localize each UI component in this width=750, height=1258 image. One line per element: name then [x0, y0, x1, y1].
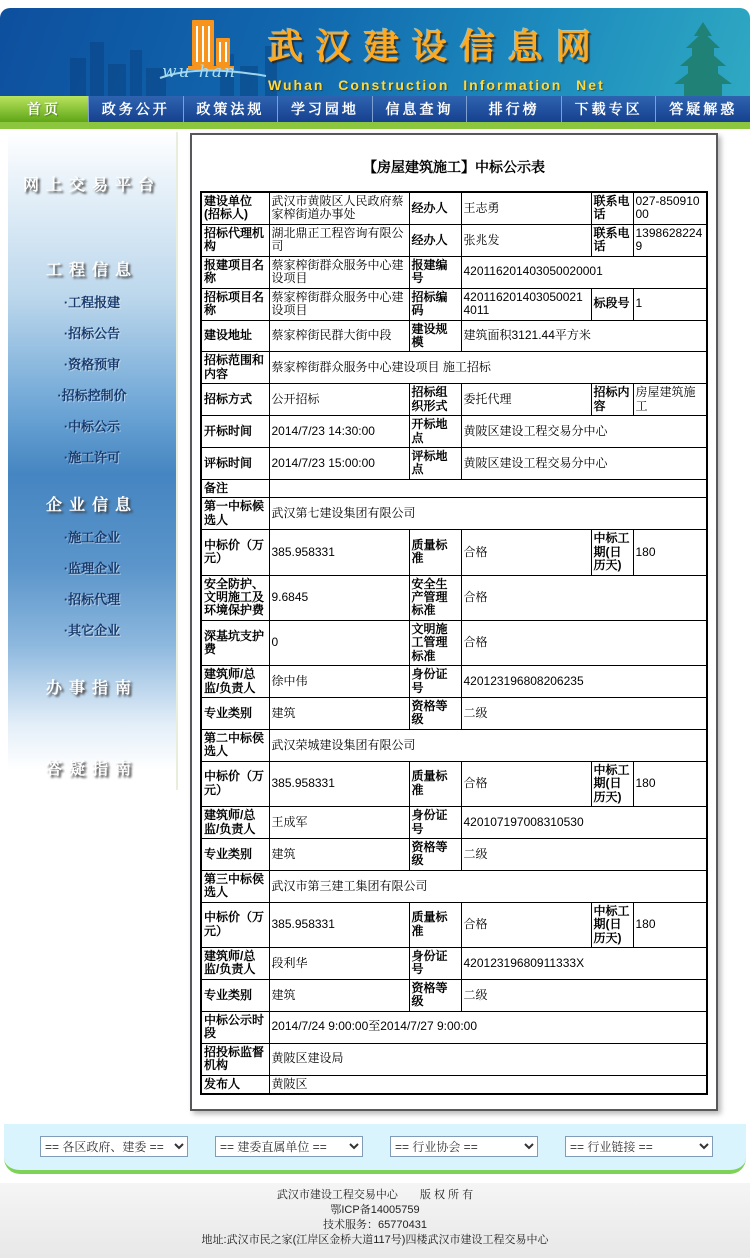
- field-value: 2014/7/23 14:30:00: [269, 416, 409, 448]
- field-label: 中标工期(日历天): [591, 530, 633, 575]
- nav-item-4[interactable]: 信息查询: [372, 96, 467, 122]
- field-value: [269, 479, 707, 497]
- field-value: 公开招标: [269, 384, 409, 416]
- field-label: 经办人: [409, 192, 461, 224]
- field-label: 中标价（万元）: [201, 902, 269, 947]
- sidebar-item[interactable]: ·施工许可: [63, 450, 121, 465]
- nav-item-6[interactable]: 下载专区: [561, 96, 656, 122]
- field-value: 蔡家榨街群众服务中心建设项目 施工招标: [269, 352, 707, 384]
- sidebar-item[interactable]: ·监理企业: [63, 561, 121, 576]
- field-label: 质量标准: [409, 761, 461, 806]
- field-value: 蔡家榨街民群大街中段: [269, 320, 409, 352]
- field-label: 建筑师/总监/负责人: [201, 948, 269, 980]
- field-label: 质量标准: [409, 902, 461, 947]
- field-label: 资格等级: [409, 698, 461, 730]
- footer-dropdown-0[interactable]: [40, 1136, 188, 1157]
- footer-line: 鄂ICP备14005759: [330, 1203, 420, 1216]
- field-label: 联系电话: [591, 224, 633, 256]
- field-value: 武汉市黄陂区人民政府蔡家榨街道办事处: [269, 192, 409, 224]
- sidebar-item[interactable]: ·资格预审: [63, 357, 121, 372]
- site-banner: [0, 8, 750, 96]
- field-value: 4201162014030500214011: [461, 288, 591, 320]
- field-label: 建设地址: [201, 320, 269, 352]
- field-label: 开标地点: [409, 416, 461, 448]
- field-value: 027-85091000: [633, 192, 707, 224]
- field-value: 二级: [461, 698, 707, 730]
- site-subtitle: Wuhan Construction Information Net: [268, 77, 605, 93]
- table-row: [201, 729, 707, 761]
- table-row: [201, 838, 707, 870]
- sidebar-item[interactable]: ·工程报建: [63, 295, 121, 310]
- main-nav: [0, 96, 750, 122]
- field-label: 中标价（万元）: [201, 761, 269, 806]
- table-row: [201, 1011, 707, 1043]
- logo-script-text: wu han: [162, 62, 237, 82]
- field-value: 合格: [461, 761, 591, 806]
- sidebar-sections: [8, 257, 176, 779]
- table-row: [201, 224, 707, 256]
- field-value: 合格: [461, 530, 591, 575]
- field-value: 武汉第七建设集团有限公司: [269, 498, 707, 530]
- table-row: [201, 479, 707, 497]
- field-value: 385.958331: [269, 761, 409, 806]
- table-row: [201, 1043, 707, 1075]
- field-value: 385.958331: [269, 530, 409, 575]
- field-label: 中标工期(日历天): [591, 761, 633, 806]
- footer-line: 地址:武汉市民之家(江岸区金桥大道117号)四楼武汉市建设工程交易中心: [201, 1233, 549, 1246]
- field-label: 招标组织形式: [409, 384, 461, 416]
- table-row: [201, 979, 707, 1011]
- field-value: 合格: [461, 620, 707, 665]
- field-label: 资格等级: [409, 979, 461, 1011]
- table-row: [201, 256, 707, 288]
- content-panel: [190, 133, 718, 1111]
- field-label: 报建项目名称: [201, 256, 269, 288]
- table-row: [201, 530, 707, 575]
- field-value: 13986282249: [633, 224, 707, 256]
- field-label: 安全生产管理标准: [409, 575, 461, 620]
- field-value: 42012319680911333X: [461, 948, 707, 980]
- field-label: 第三中标侯选人: [201, 870, 269, 902]
- field-value: 蔡家榨街群众服务中心建设项目: [269, 256, 409, 288]
- field-value: 蔡家榨街群众服务中心建设项目: [269, 288, 409, 320]
- field-label: 专业类别: [201, 838, 269, 870]
- sidebar-section-0: [8, 257, 176, 466]
- field-value: 段利华: [269, 948, 409, 980]
- field-label: 招标代理机构: [201, 224, 269, 256]
- field-label: 联系电话: [591, 192, 633, 224]
- sidebar-item[interactable]: ·招标公告: [63, 326, 121, 341]
- sidebar-item[interactable]: ·中标公示: [63, 419, 121, 434]
- field-value: 王成军: [269, 807, 409, 839]
- field-label: 专业类别: [201, 698, 269, 730]
- table-row: [201, 698, 707, 730]
- footer-text: [0, 1183, 750, 1258]
- table-row: [201, 870, 707, 902]
- sidebar-section-3: [8, 756, 176, 779]
- main-area: [0, 129, 750, 1111]
- sidebar-platform-title[interactable]: 网上交易平台: [22, 177, 161, 194]
- table-row: [201, 761, 707, 806]
- announcement-table-title: 【房屋建筑施工】中标公示表: [363, 159, 545, 175]
- field-label: 资格等级: [409, 838, 461, 870]
- field-label: 建筑师/总监/负责人: [201, 666, 269, 698]
- field-value: 建筑: [269, 979, 409, 1011]
- nav-item-0[interactable]: 首页: [0, 96, 88, 122]
- sidebar-section-title-2[interactable]: 办事指南: [45, 680, 138, 697]
- field-label: 专业类别: [201, 979, 269, 1011]
- field-value: 180: [633, 530, 707, 575]
- nav-green-strip: [0, 122, 750, 129]
- sidebar-section-2: [8, 675, 176, 698]
- field-value: 420123196808206235: [461, 666, 707, 698]
- field-label: 深基坑支护费: [201, 620, 269, 665]
- site-logo: [158, 18, 268, 92]
- nav-item-3[interactable]: 学习园地: [277, 96, 372, 122]
- field-label: 招标方式: [201, 384, 269, 416]
- sidebar-item[interactable]: ·招标代理: [63, 592, 121, 607]
- field-label: 招标项目名称: [201, 288, 269, 320]
- field-label: 报建编号: [409, 256, 461, 288]
- field-value: 420116201403050020001: [461, 256, 707, 288]
- field-label: 建筑师/总监/负责人: [201, 807, 269, 839]
- field-value: 张兆发: [461, 224, 591, 256]
- field-value: 合格: [461, 902, 591, 947]
- field-value: 2014/7/24 9:00:00至2014/7/27 9:00:00: [269, 1011, 707, 1043]
- field-value: 黄陂区建设局: [269, 1043, 707, 1075]
- field-label: 建设规模: [409, 320, 461, 352]
- table-row: [201, 192, 707, 224]
- nav-item-5[interactable]: 排行榜: [466, 96, 561, 122]
- field-label: 招投标监督机构: [201, 1043, 269, 1075]
- table-row: [201, 384, 707, 416]
- field-label: 招标范围和内容: [201, 352, 269, 384]
- field-label: 经办人: [409, 224, 461, 256]
- field-label: 中标工期(日历天): [591, 902, 633, 947]
- field-label: 中标公示时段: [201, 1011, 269, 1043]
- field-value: 二级: [461, 979, 707, 1011]
- bid-announcement-table: [200, 191, 708, 1095]
- footer-link-bar: [4, 1124, 746, 1174]
- field-label: 身份证号: [409, 948, 461, 980]
- sidebar-item[interactable]: ·施工企业: [63, 530, 121, 545]
- field-label: 身份证号: [409, 807, 461, 839]
- field-label: 招标编码: [409, 288, 461, 320]
- table-row: [201, 352, 707, 384]
- field-value: 二级: [461, 838, 707, 870]
- pagoda-silhouette-icon: [668, 22, 738, 96]
- field-value: 徐中伟: [269, 666, 409, 698]
- table-row: [201, 807, 707, 839]
- field-value: 385.958331: [269, 902, 409, 947]
- sidebar-section-title-1[interactable]: 企业信息: [45, 497, 138, 514]
- sidebar-section-1: [8, 492, 176, 639]
- field-value: 黄陂区建设工程交易分中心: [461, 448, 707, 480]
- field-value: 武汉荣城建设集团有限公司: [269, 729, 707, 761]
- field-value: 王志勇: [461, 192, 591, 224]
- field-value: 420107197008310530: [461, 807, 707, 839]
- sidebar-item[interactable]: ·其它企业: [63, 623, 121, 638]
- field-value: 180: [633, 761, 707, 806]
- footer-dropdown-2[interactable]: [390, 1136, 538, 1157]
- footer-dropdown-1[interactable]: [215, 1136, 363, 1157]
- nav-item-7[interactable]: 答疑解惑: [655, 96, 750, 122]
- sidebar: [8, 132, 178, 790]
- field-value: 黄陂区: [269, 1075, 707, 1094]
- sidebar-section-title-3[interactable]: 答疑指南: [45, 761, 138, 778]
- field-label: 评标时间: [201, 448, 269, 480]
- sidebar-section-title-0[interactable]: 工程信息: [45, 262, 138, 279]
- table-row: [201, 1075, 707, 1094]
- field-label: 备注: [201, 479, 269, 497]
- footer-line: 武汉市建设工程交易中心 版 权 所 有: [276, 1188, 474, 1201]
- field-value: 湖北鼎正工程咨询有限公司: [269, 224, 409, 256]
- table-row: [201, 498, 707, 530]
- field-label: 第一中标候选人: [201, 498, 269, 530]
- field-label: 第二中标侯选人: [201, 729, 269, 761]
- field-value: 1: [633, 288, 707, 320]
- table-row: [201, 320, 707, 352]
- field-value: 委托代理: [461, 384, 591, 416]
- field-value: 武汉市第三建工集团有限公司: [269, 870, 707, 902]
- field-value: 合格: [461, 575, 707, 620]
- sidebar-item[interactable]: ·招标控制价: [57, 388, 127, 403]
- field-label: 文明施工管理标准: [409, 620, 461, 665]
- field-value: 建筑: [269, 698, 409, 730]
- field-label: 身份证号: [409, 666, 461, 698]
- table-row: [201, 620, 707, 665]
- field-label: 开标时间: [201, 416, 269, 448]
- field-value: 9.6845: [269, 575, 409, 620]
- field-value: 2014/7/23 15:00:00: [269, 448, 409, 480]
- table-row: [201, 416, 707, 448]
- footer-line: 技术服务：65770431: [323, 1218, 427, 1231]
- field-label: 安全防护、文明施工及环境保护费: [201, 575, 269, 620]
- table-row: [201, 288, 707, 320]
- field-label: 质量标准: [409, 530, 461, 575]
- table-row: [201, 448, 707, 480]
- field-label: 建设单位(招标人): [201, 192, 269, 224]
- field-label: 发布人: [201, 1075, 269, 1094]
- table-row: [201, 575, 707, 620]
- field-value: 黄陂区建设工程交易分中心: [461, 416, 707, 448]
- field-label: 评标地点: [409, 448, 461, 480]
- field-value: 建筑: [269, 838, 409, 870]
- field-label: 标段号: [591, 288, 633, 320]
- field-value: 房屋建筑施工: [633, 384, 707, 416]
- field-value: 180: [633, 902, 707, 947]
- table-row: [201, 666, 707, 698]
- footer-dropdown-3[interactable]: [565, 1136, 713, 1157]
- nav-item-2[interactable]: 政策法规: [183, 96, 278, 122]
- table-row: [201, 902, 707, 947]
- table-row: [201, 948, 707, 980]
- bid-table-body: [201, 192, 707, 1094]
- field-value: 0: [269, 620, 409, 665]
- site-title: 武汉建设信息网: [268, 28, 605, 67]
- field-value: 建筑面积3121.44平方米: [461, 320, 707, 352]
- field-label: 中标价（万元）: [201, 530, 269, 575]
- nav-item-1[interactable]: 政务公开: [88, 96, 183, 122]
- field-label: 招标内容: [591, 384, 633, 416]
